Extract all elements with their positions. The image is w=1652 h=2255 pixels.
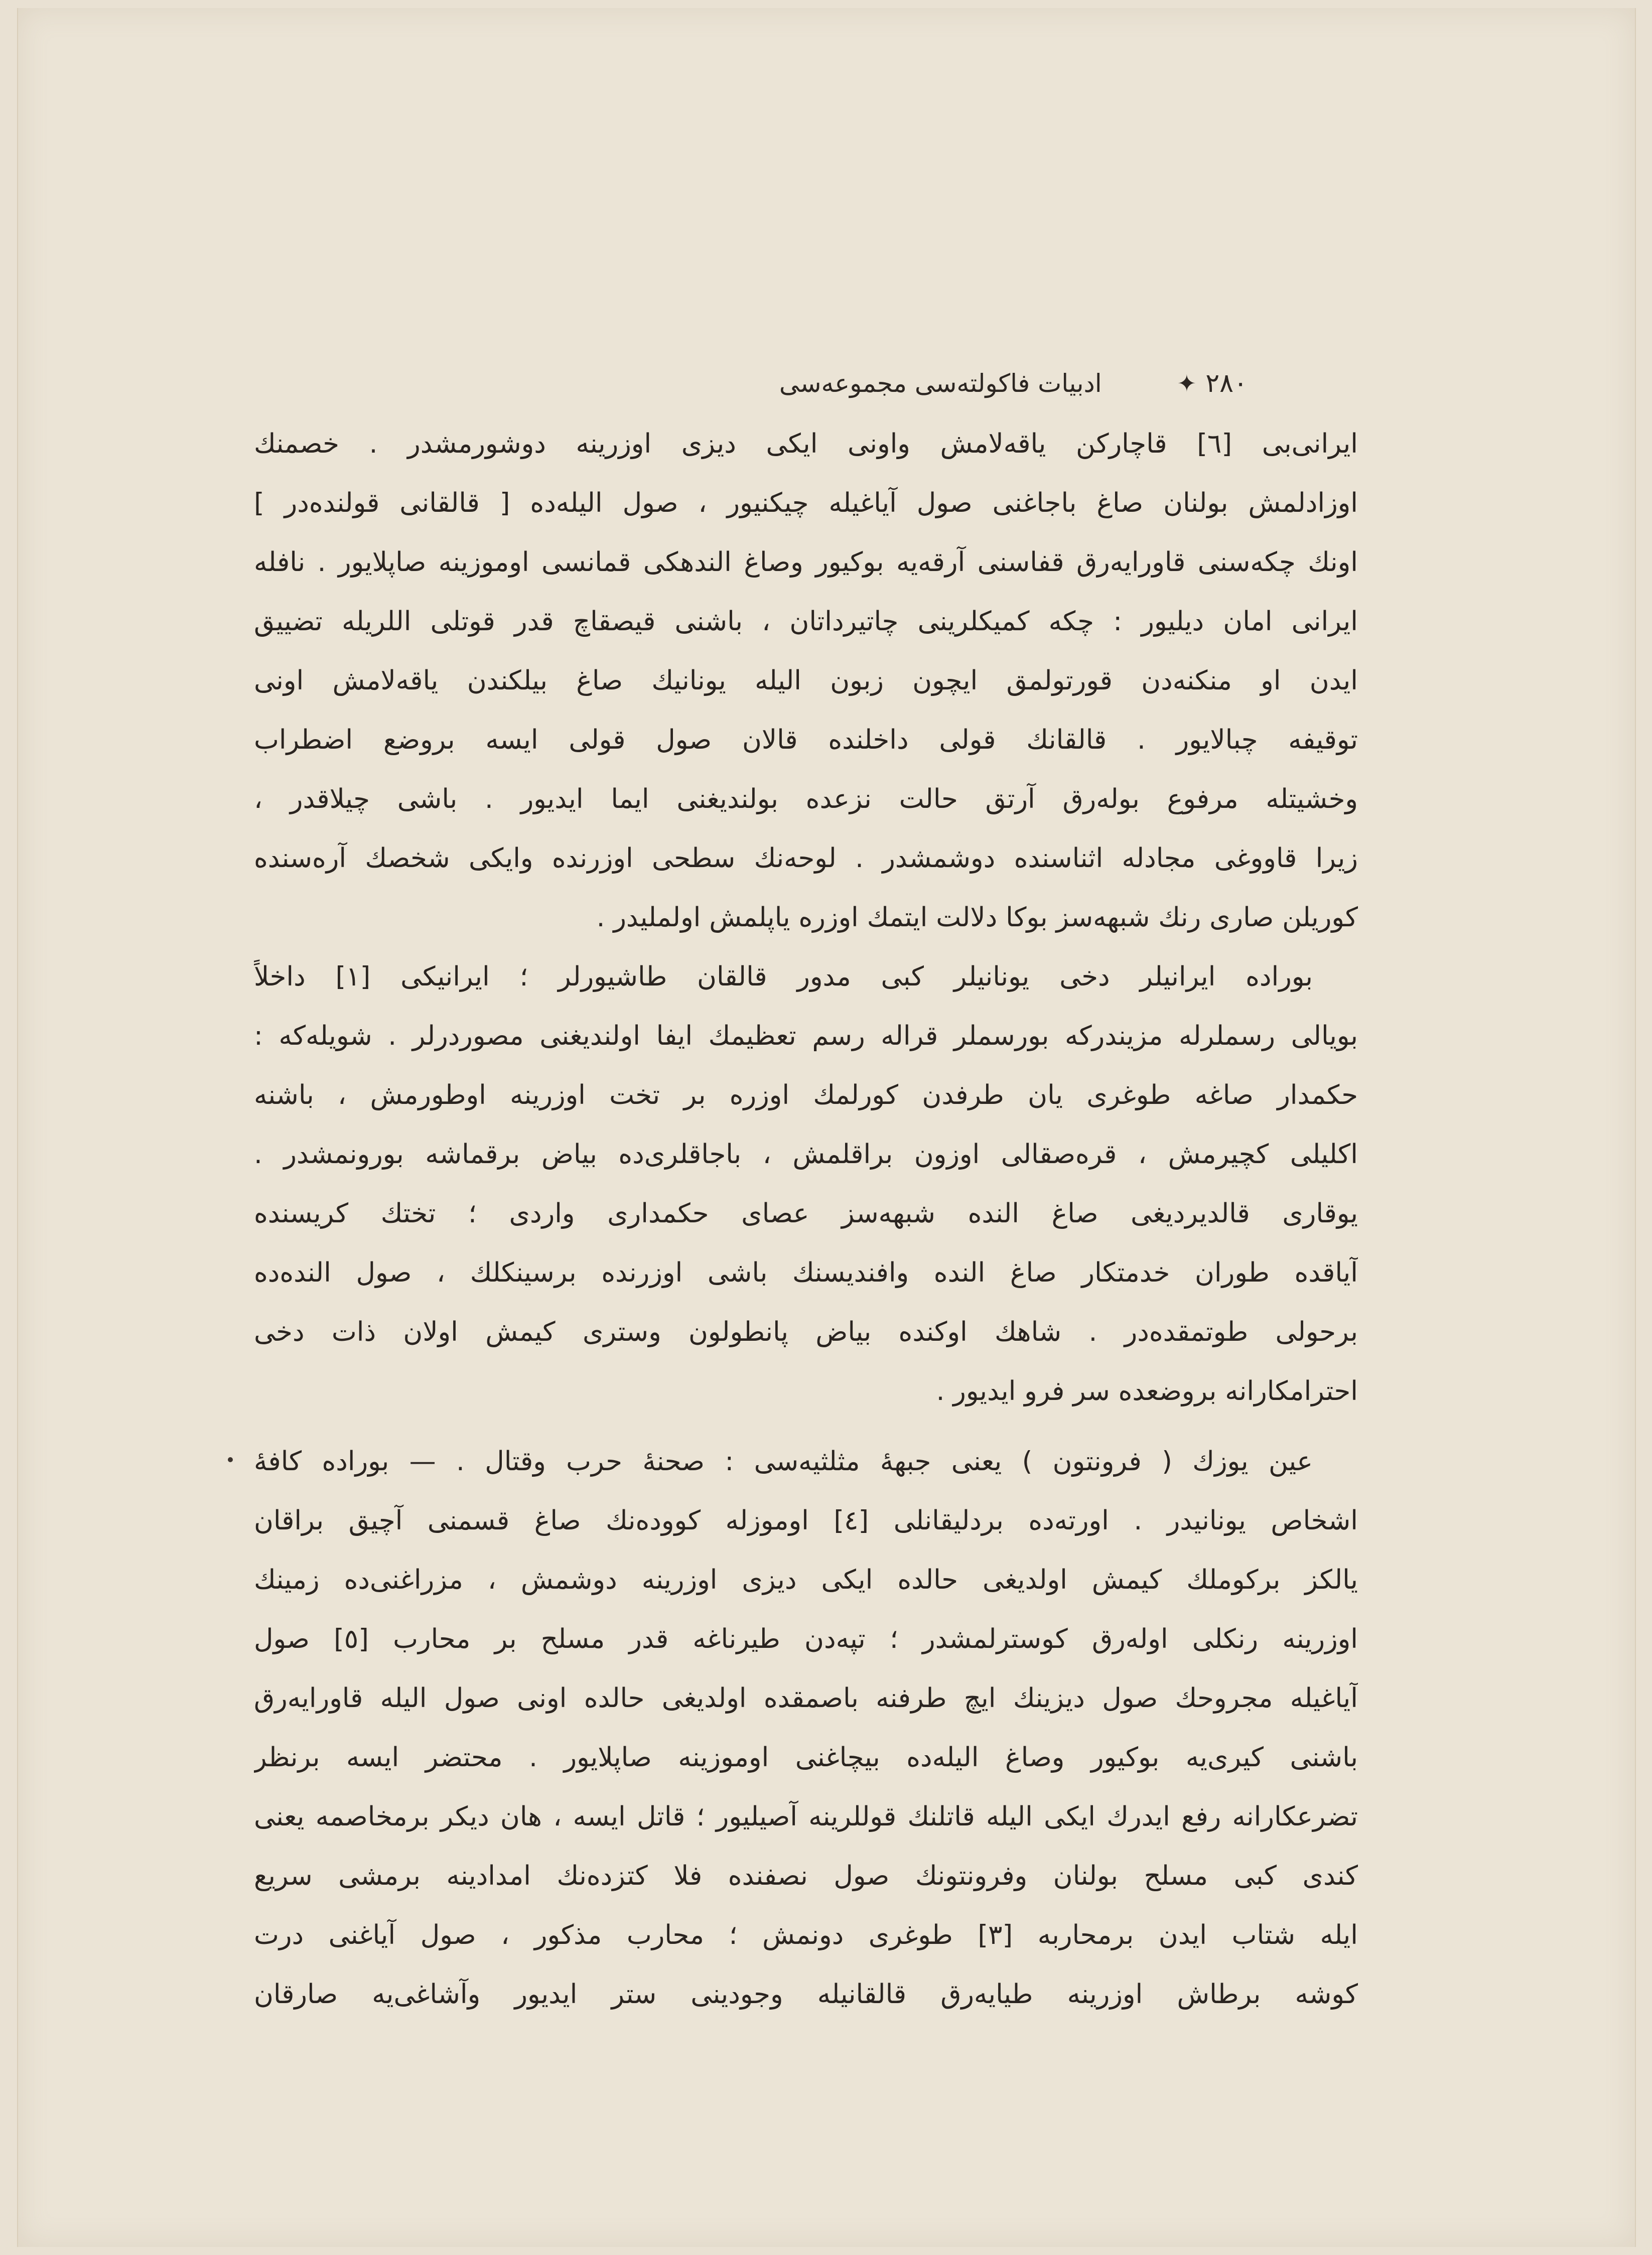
ink-dot bbox=[228, 1457, 233, 1462]
page-number: ۲۸۰ bbox=[1205, 368, 1248, 398]
page-header bbox=[520, 363, 1248, 403]
text-line: کوریلن صاری رنك شبهه‌سز بوکا دلالت ایتمك اوزره یاپلمش اولملیدر . bbox=[596, 902, 1358, 933]
text-line: آیاقده طوران خدمتکار صاغ النده وافندیسنك باشی اوزرنده برسینکلك ، صول النده‌ده bbox=[254, 1257, 1358, 1288]
text-line: یوقاری قالدیردیغی صاغ النده شبهه‌سز عصای حکمداری واردی ؛ تختك کریسنده bbox=[254, 1198, 1358, 1229]
ornament-icon: ✦ bbox=[1177, 370, 1197, 397]
text-line: حکمدار صاغه طوغری یان طرفدن کورلمك اوزره بر تخت اوزرینه اوطورمش ، باشنه bbox=[254, 1080, 1358, 1110]
text-line: توقیفه چبالایور . قالقانك قولی داخلنده قالان صول قولی ایسه بروضع اضطراب bbox=[254, 725, 1358, 755]
text-line: اشخاص یونانیدر . اورته‌ده بردلیقانلی [٤] اوموزله کووده‌نك صاغ قسمنی آچیق براقان bbox=[254, 1505, 1358, 1536]
text-line: اونك چکه‌سنی قاورایه‌رق قفاسنی آرقه‌یه بوکیور وصاغ الندهکی قمانسی اوموزینه صاپلایور . نافله bbox=[254, 547, 1358, 578]
paragraph-3 bbox=[254, 1432, 1358, 2024]
text-line: وخشیتله مرفوع بوله‌رق آرتق حالت نزعده بولندیغنی ایما ایدیور . باشی چیلاقدر ، bbox=[254, 784, 1358, 814]
text-line: ایله شتاب ایدن برمحاربه [٣] طوغری دونمش ؛ محارب مذکور ، صول آیاغنی درت bbox=[254, 1920, 1358, 1950]
text-line: باشنی کیری‌یه بوکیور وصاغ الیله‌ده بیچاغنی اوموزینه صاپلایور . محتضر ایسه برنظر bbox=[254, 1742, 1358, 1773]
text-line: اوزادلمش بولنان صاغ باجاغنی صول آیاغیله چیکنیور ، صول الیله‌ده [ قالقانی قولنده‌در ] bbox=[254, 488, 1358, 518]
text-line: ایدن او منکنه‌دن قورتولمق ایچون زبون الیله یونانیك صاغ بیلکندن یاقه‌لامش اونی bbox=[254, 665, 1358, 696]
text-line: زیرا قاووغی مجادله اثناسنده دوشمشدر . لوحه‌نك سطحی اوزرنده وایکی شخصك آره‌سنده bbox=[254, 843, 1358, 874]
text-line: کندی کبی مسلح بولنان وفرونتونك صول نصفنده فلا کتزده‌نك امدادینه برمشی سریع bbox=[254, 1861, 1358, 1891]
text-line: تضرعکارانه رفع ایدرك ایکی الیله قاتلنك قوللرینه آصیلیور ؛ قاتل ایسه ، هان دیکر برمخاصمه یعنی bbox=[254, 1801, 1358, 1832]
text-line: بویالی رسملرله مزیندرکه بورسملر قراله رسم تعظیمك ایفا اولندیغنی مصوردرلر . شویله‌که : bbox=[254, 1021, 1358, 1051]
paragraph-2 bbox=[254, 947, 1358, 1421]
paragraph-gap bbox=[254, 1421, 1358, 1432]
text-line: ایرانی‌بی [٦] قاچارکن یاقه‌لامش واونی ایکی دیزی اوزرینه دوشورمشدر . خصمنك bbox=[254, 429, 1358, 459]
text-line: آیاغیله مجروحك صول دیزینك ایچ طرفنه باصمقده اولدیغی حالده اونی صول الیله قاورایه‌رق bbox=[254, 1683, 1358, 1714]
manuscript-page bbox=[17, 8, 1636, 2247]
paragraph-1 bbox=[254, 414, 1358, 947]
text-line: احترامکارانه بروضعده سر فرو ایدیور . bbox=[936, 1376, 1358, 1406]
body-text bbox=[254, 414, 1358, 2024]
text-line: اکلیلی کچیرمش ، قره‌صقالی اوزون براقلمش ، باجاقلری‌ده بیاض برقماشه بورونمشدر . bbox=[254, 1139, 1358, 1170]
text-line: اوزرینه رنکلی اوله‌رق کوسترلمشدر ؛ تپه‌دن طیرناغه قدر مسلح بر محارب [٥] صول bbox=[254, 1624, 1358, 1654]
text-line: ایرانی امان دیلیور : چکه کمیکلرینی چاتیرداتان ، باشنی قیصقاچ قدر قوتلی اللریله تضییق bbox=[254, 606, 1358, 637]
text-line: یالکز برکوملك کیمش اولدیغی حالده ایکی دیزی اوزرینه دوشمش ، مزراغنی‌ده زمینك bbox=[254, 1565, 1358, 1595]
text-line: عین یوزك ( فرونتون ) یعنی جبههٔ مثلثیه‌سی : صحنهٔ حرب وقتال . — بوراده کافهٔ bbox=[254, 1446, 1313, 1477]
text-line: برحولی طوتمقده‌در . شاهك اوکنده بیاض پانطولون وستری کیمش اولان ذات دخی bbox=[254, 1317, 1358, 1347]
text-line: بوراده ایرانیلر دخی یونانیلر کبی مدور قالقان طاشیورلر ؛ ایرانیکی [١] داخلاً bbox=[254, 961, 1313, 992]
running-title: ادبیات فاکولته‌سی مجموعه‌سی bbox=[779, 369, 1102, 398]
text-line: کوشه برطاش اوزرینه طیایه‌رق قالقانیله وجودینی ستر ایدیور وآشاغی‌یه صارقان bbox=[254, 1979, 1358, 2010]
